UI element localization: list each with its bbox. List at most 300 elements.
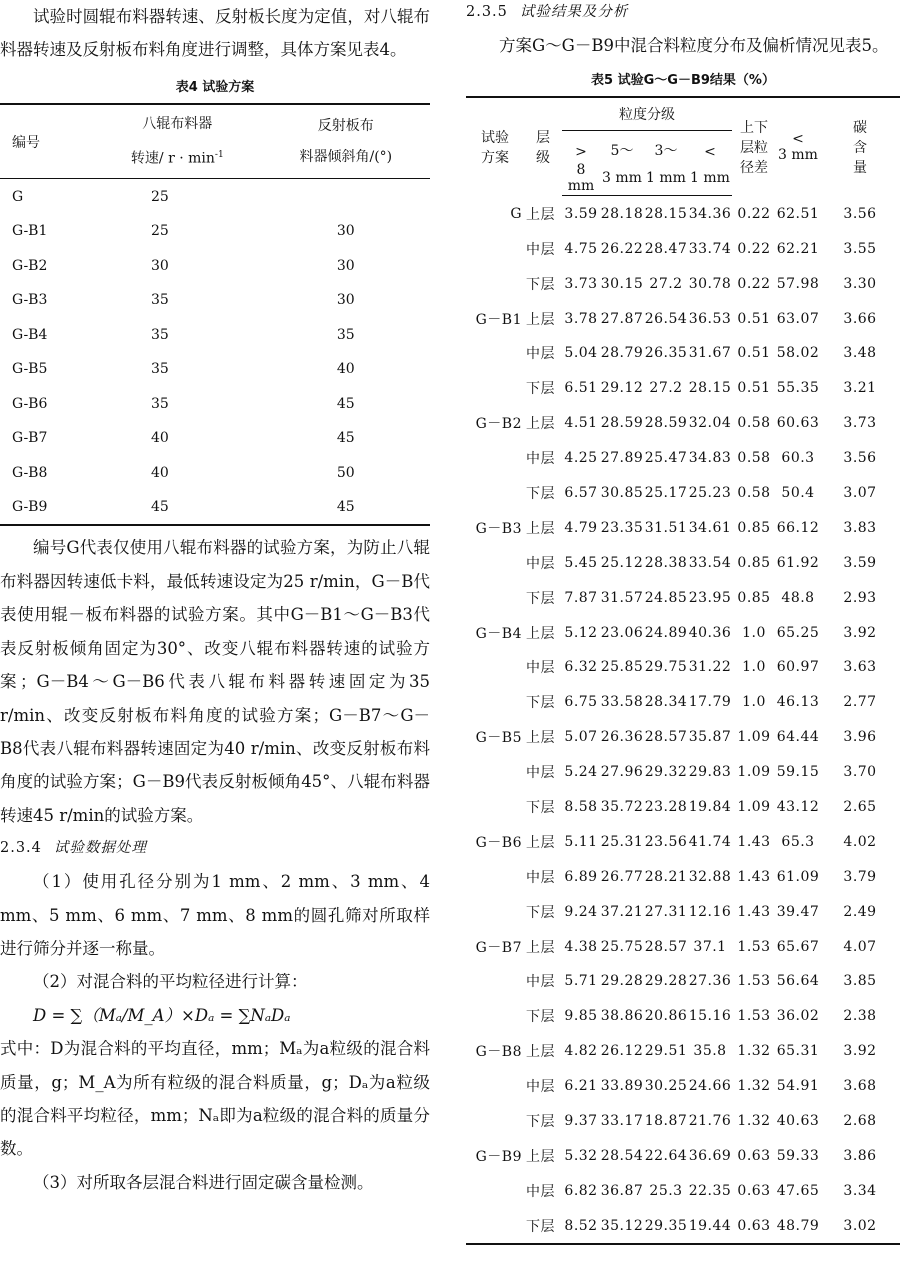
table4-row (0, 421, 430, 456)
table5-cell-layer: 下层 (526, 904, 555, 921)
table5-cell-lt1: 36.53 (688, 310, 732, 327)
table5-cell-layer: 上层 (526, 311, 555, 328)
table5-cell-lt3: 43.12 (776, 798, 820, 815)
table5-cell-layer: 下层 (526, 381, 555, 398)
table5-cell-layer: 中层 (526, 765, 555, 782)
table5-cell-3to1: 25.3 (649, 1182, 683, 1199)
table5-row (466, 1208, 900, 1244)
table5-cell-carbon: 3.07 (843, 484, 877, 501)
table5-cell-lt3: 60.63 (776, 415, 820, 432)
table5-cell-scheme (466, 964, 524, 999)
table4-cell-id: G-B8 (12, 464, 48, 481)
step2-paragraph: （2）对混合料的平均粒径进行计算： (33, 972, 308, 992)
table5-cell-gt8: 6.32 (564, 659, 598, 676)
table5-row (466, 929, 900, 964)
table4-cell-speed: 35 (151, 326, 169, 343)
table5-cell-3to1: 20.86 (644, 1008, 688, 1025)
table5-cell-lt3: 55.35 (776, 380, 820, 397)
table5-cell-3to1: 26.35 (644, 345, 688, 362)
table5-cell-diff: 1.53 (737, 973, 771, 990)
table5-cell-lt3: 65.25 (776, 624, 820, 641)
table5-cell-3to1: 28.38 (644, 554, 688, 571)
table5-cell-scheme (466, 650, 524, 685)
table5-cell-3to1: 28.15 (644, 205, 688, 222)
table5-cell-carbon: 3.85 (843, 973, 877, 990)
section-234-title: 试验数据处理 (53, 840, 147, 857)
table5-cell-lt1: 34.36 (688, 205, 732, 222)
table5 (466, 96, 900, 1245)
table5-cell-5to3: 23.06 (600, 624, 644, 641)
table5-cell-gt8: 5.45 (564, 554, 598, 571)
table5-row (466, 1104, 900, 1139)
table5-cell-5to3: 27.87 (600, 310, 644, 327)
table5-cell-carbon: 3.68 (843, 1078, 877, 1095)
table5-cell-gt8: 8.52 (562, 1208, 600, 1244)
scheme-description: 编号G代表仅使用八辊布料器的试验方案，为防止八辊布料器因转速低卡料，最低转速设定为25 r/min，G－B代表使用辊－板布料器的试验方案。其中G－B1～G－B3代表反射板倾角固定为30°、改变八辊布料器转速的试验方案；G－B4～G－B6代表八辊布料器转速固定为35 r/min、改变反射板布料角度的试验方案；G－B7～G－B8代表八辊布料器转速固定为40 r/min、改变反射板布料角度的试验方案；G－B9代表反射板倾角45°、八辊布料器转速45 r/min的试验方案。 (0, 538, 430, 825)
table5-row (466, 580, 900, 615)
table5-cell-5to3: 26.36 (600, 729, 644, 746)
table5-cell-5to3: 26.77 (600, 868, 644, 885)
table5-cell-3to1: 28.57 (644, 938, 688, 955)
table5-row (466, 441, 900, 476)
table5-cell-3to1: 30.25 (644, 1078, 688, 1095)
table5-cell-3to1: 27.31 (644, 903, 688, 920)
table4-cell-id: G-B2 (12, 257, 48, 274)
table5-cell-carbon: 3.96 (843, 729, 877, 746)
table4-header-id: 编号 (0, 104, 93, 179)
table5-cell-5to3: 27.89 (600, 450, 644, 467)
table5-header-g3-bot: 1 mm (644, 161, 688, 196)
table5-cell-5to3: 38.86 (600, 1008, 644, 1025)
table5-cell-diff: 1.43 (737, 833, 771, 850)
table5-cell-scheme (466, 441, 524, 476)
table5-cell-scheme (466, 476, 524, 511)
table5-cell-carbon: 3.86 (843, 1147, 877, 1164)
table5-cell-lt1: 29.83 (688, 764, 732, 781)
table5-row (466, 1034, 900, 1069)
table5-cell-lt1: 24.66 (688, 1078, 732, 1095)
table5-cell-lt3: 62.51 (776, 205, 820, 222)
table5-cell-diff: 0.85 (737, 554, 771, 571)
table4-cell-angle: 35 (336, 326, 355, 343)
table5-cell-carbon: 3.92 (843, 624, 877, 641)
table5-cell-gt8: 6.82 (564, 1182, 598, 1199)
table5-cell-lt3: 46.13 (776, 694, 820, 711)
table4 (0, 103, 430, 527)
table5-cell-5to3: 29.28 (600, 973, 644, 990)
table5-cell-lt1: 19.44 (688, 1208, 732, 1244)
table5-header-g1-top: > (575, 144, 587, 161)
table5-cell-lt3: 56.64 (776, 973, 820, 990)
table5-cell-scheme (466, 1069, 524, 1104)
table5-cell-gt8: 4.38 (564, 938, 598, 955)
table5-cell-carbon: 3.83 (843, 519, 877, 536)
table5-cell-gt8: 4.75 (564, 240, 598, 257)
table4-header-speed-sup: -1 (214, 149, 224, 160)
table4-cell-id: G-B5 (12, 361, 48, 378)
table5-cell-carbon: 3.56 (843, 205, 877, 222)
table4-row (0, 214, 430, 249)
table4-caption: 表4 试验方案 (175, 79, 255, 95)
table5-cell-layer: 上层 (526, 520, 555, 537)
table4-cell-id: G-B3 (12, 292, 48, 309)
table5-cell-scheme: G－B7 (475, 939, 522, 956)
table5-cell-layer: 下层 (526, 485, 555, 502)
table5-header-g4-top: < (704, 144, 716, 161)
table5-cell-gt8: 4.25 (564, 450, 598, 467)
table5-cell-lt3: 64.44 (776, 729, 820, 746)
table5-cell-3to1: 25.17 (644, 484, 688, 501)
table5-row (466, 894, 900, 929)
table4-cell-speed: 30 (151, 257, 169, 274)
table4-row (0, 179, 430, 214)
table5-cell-gt8: 4.82 (564, 1043, 598, 1060)
table5-cell-5to3: 31.57 (600, 589, 644, 606)
table5-cell-lt3: 61.92 (776, 554, 820, 571)
table5-cell-carbon: 2.77 (843, 694, 877, 711)
table4-cell-id: G-B7 (12, 430, 48, 447)
table5-row (466, 545, 900, 580)
table5-cell-diff: 1.32 (737, 1078, 771, 1095)
table5-cell-carbon: 3.92 (843, 1043, 877, 1060)
table5-row (466, 196, 900, 231)
table5-cell-diff: 0.85 (737, 589, 771, 606)
table5-cell-carbon: 3.30 (843, 275, 877, 292)
table5-cell-gt8: 9.37 (564, 1113, 598, 1129)
table5-cell-scheme: G (510, 205, 522, 222)
table5-cell-lt1: 25.23 (688, 484, 732, 501)
table5-cell-5to3: 26.22 (600, 240, 644, 257)
table5-row (466, 336, 900, 371)
table5-cell-3to1: 29.32 (644, 764, 688, 781)
table5-row (466, 755, 900, 790)
table5-cell-carbon: 3.70 (843, 764, 877, 781)
table5-cell-lt1: 22.35 (688, 1182, 732, 1199)
table4-cell-speed: 35 (151, 292, 169, 309)
table5-row (466, 720, 900, 755)
section-234-number: 2.3.4 (0, 840, 42, 857)
table5-cell-gt8: 5.32 (564, 1147, 598, 1164)
table5-cell-layer: 下层 (526, 276, 555, 293)
table5-cell-5to3: 25.85 (600, 659, 644, 676)
table5-cell-5to3: 27.96 (600, 764, 644, 781)
table5-cell-layer: 上层 (526, 1148, 555, 1165)
table5-cell-5to3: 35.12 (600, 1208, 644, 1244)
table5-cell-lt1: 30.78 (688, 275, 732, 292)
table5-cell-3to1: 28.57 (644, 729, 688, 746)
table5-cell-5to3: 25.31 (600, 833, 644, 850)
table5-row (466, 510, 900, 545)
table5-cell-gt8: 6.89 (564, 868, 598, 885)
table5-cell-3to1: 29.51 (644, 1043, 688, 1060)
table5-cell-5to3: 28.18 (600, 205, 644, 222)
table5-cell-carbon: 4.07 (843, 938, 877, 955)
table5-cell-lt3: 47.65 (776, 1182, 820, 1199)
table5-cell-3to1: 18.87 (644, 1113, 688, 1129)
table5-cell-layer: 中层 (526, 451, 555, 468)
table4-header-angle (262, 104, 430, 179)
table5-cell-layer: 上层 (526, 730, 555, 747)
table5-cell-5to3: 26.12 (600, 1043, 644, 1060)
table5-cell-3to1: 25.47 (644, 450, 688, 467)
table5-cell-scheme (466, 336, 524, 371)
table5-cell-lt3: 59.15 (776, 764, 820, 781)
table5-cell-diff: 0.63 (732, 1208, 776, 1244)
table5-row (466, 650, 900, 685)
step3-paragraph: （3）对所取各层混合料进行固定碳含量检测。 (33, 1172, 374, 1192)
table5-header-carbon: 碳 含 量 (820, 97, 900, 196)
formula: D = ∑（Mₐ/M_A）×Dₐ = ∑NₐDₐ (33, 1005, 291, 1025)
table4-cell-speed: 40 (151, 430, 169, 447)
table5-caption: 表5 试验G～G－B9结果（%） (591, 73, 775, 89)
table5-cell-lt1: 15.16 (688, 1008, 732, 1025)
table5-cell-5to3: 36.87 (600, 1182, 644, 1199)
table4-row (0, 352, 430, 387)
step1-paragraph: （1）使用孔径分别为1 mm、2 mm、3 mm、4 mm、5 mm、6 mm、7 mm、8 mm的圆孔筛对所取样进行筛分并逐一称量。 (0, 872, 430, 958)
table5-cell-5to3: 33.89 (600, 1078, 644, 1095)
table5-cell-gt8: 4.51 (564, 415, 598, 432)
table4-cell-speed: 35 (151, 361, 169, 378)
table5-header-size-group: 粒度分级 (562, 97, 732, 131)
table5-cell-5to3: 28.79 (600, 345, 644, 362)
table5-cell-carbon: 3.34 (843, 1182, 877, 1199)
table5-row (466, 1173, 900, 1208)
table5-cell-layer: 下层 (524, 1208, 562, 1244)
table5-cell-lt1: 21.76 (688, 1113, 732, 1129)
table5-cell-diff: 1.32 (737, 1113, 771, 1129)
table5-cell-5to3: 25.75 (600, 938, 644, 955)
table5-cell-carbon: 3.21 (843, 380, 877, 397)
table5-cell-diff: 0.58 (737, 484, 771, 501)
table5-cell-diff: 0.22 (737, 240, 771, 257)
table5-cell-lt3: 60.97 (776, 659, 820, 676)
table5-cell-scheme (466, 231, 524, 266)
table5-cell-gt8: 9.24 (564, 903, 598, 920)
table4-cell-angle (262, 179, 430, 214)
table5-cell-layer: 下层 (526, 1009, 555, 1026)
table5-cell-layer: 上层 (526, 1044, 555, 1061)
table5-cell-layer: 中层 (526, 1183, 555, 1200)
table5-cell-carbon: 2.93 (843, 589, 877, 606)
table5-cell-lt1: 37.1 (693, 938, 727, 955)
table5-header-g4-bot: 1 mm (688, 161, 732, 196)
table5-cell-3to1: 26.54 (644, 310, 688, 327)
table5-cell-lt3: 65.31 (776, 1043, 820, 1060)
table5-cell-lt3: 65.3 (781, 833, 815, 850)
table4-row (0, 248, 430, 283)
table5-cell-gt8: 6.21 (564, 1078, 598, 1095)
table4-header-angle-line2: 料器倾斜角/(°) (299, 148, 393, 165)
table5-cell-diff: 0.51 (737, 345, 771, 362)
table4-cell-id: G (12, 188, 24, 205)
table4-row (0, 386, 430, 421)
table5-cell-3to1: 23.28 (644, 798, 688, 815)
table5-cell-scheme (466, 266, 524, 301)
table5-cell-gt8: 9.85 (564, 1008, 598, 1025)
table5-row (466, 266, 900, 301)
table5-cell-diff: 0.22 (737, 205, 771, 222)
table5-cell-scheme (466, 1173, 524, 1208)
table5-cell-scheme (466, 790, 524, 825)
table5-cell-diff: 0.85 (737, 519, 771, 536)
table5-row (466, 1138, 900, 1173)
table5-cell-layer: 中层 (526, 974, 555, 991)
table5-header-scheme: 试验 方案 (466, 97, 524, 196)
table5-cell-diff: 1.32 (737, 1043, 771, 1060)
table4-cell-angle: 30 (336, 223, 355, 240)
table4-cell-angle: 40 (336, 361, 355, 378)
table5-cell-layer: 中层 (526, 555, 555, 572)
table5-cell-lt3: 54.91 (776, 1078, 820, 1095)
table5-cell-lt3: 50.4 (781, 484, 815, 501)
table5-cell-diff: 1.09 (737, 764, 771, 781)
table4-cell-angle: 50 (336, 464, 355, 481)
table5-row (466, 685, 900, 720)
table5-cell-gt8: 5.71 (564, 973, 598, 990)
intro-paragraph: 试验时圆辊布料器转速、反射板长度为定值，对八辊布料器转速及反射板布料角度进行调整，具体方案见表4。 (0, 7, 430, 60)
table5-cell-layer: 中层 (526, 241, 555, 258)
table5-cell-lt1: 41.74 (688, 833, 732, 850)
table5-cell-gt8: 3.78 (564, 310, 598, 327)
table5-cell-scheme: G－B8 (475, 1044, 522, 1061)
table4-cell-angle: 30 (336, 292, 355, 309)
table4-row (0, 283, 430, 318)
table5-cell-gt8: 6.57 (564, 484, 598, 501)
table5-cell-layer: 下层 (526, 1114, 555, 1130)
table5-cell-diff: 1.0 (742, 694, 766, 711)
table5-cell-scheme: G－B3 (475, 520, 522, 537)
table5-header-lt3: < 3 mm (776, 97, 820, 196)
table5-cell-carbon: 3.02 (820, 1208, 900, 1244)
table5-cell-diff: 0.51 (737, 310, 771, 327)
table5-cell-gt8: 3.73 (564, 275, 598, 292)
table5-cell-gt8: 5.04 (564, 345, 598, 362)
table5-cell-scheme (466, 545, 524, 580)
table5-cell-diff: 0.58 (737, 415, 771, 432)
right-column (466, 0, 900, 1245)
table5-cell-lt1: 35.8 (693, 1043, 727, 1060)
table4-cell-angle: 30 (336, 257, 355, 274)
table5-row (466, 476, 900, 511)
table4-cell-speed: 40 (151, 464, 169, 481)
table5-cell-3to1: 24.89 (644, 624, 688, 641)
table5-cell-diff: 0.22 (737, 275, 771, 292)
table5-header-layer: 层 级 (524, 97, 562, 196)
table5-cell-carbon: 2.68 (843, 1113, 877, 1129)
table5-row (466, 790, 900, 825)
table4-body (0, 179, 430, 526)
table5-cell-lt1: 40.36 (688, 624, 732, 641)
left-column (0, 0, 430, 1199)
table5-cell-5to3: 33.17 (600, 1113, 644, 1129)
table5-cell-3to1: 27.2 (649, 275, 683, 292)
table5-cell-3to1: 29.35 (644, 1208, 688, 1244)
table5-cell-layer: 下层 (526, 590, 555, 607)
table5-cell-5to3: 33.58 (600, 694, 644, 711)
table5-cell-lt3: 61.09 (776, 868, 820, 885)
table5-cell-carbon: 3.55 (843, 240, 877, 257)
table5-cell-5to3: 35.72 (600, 798, 644, 815)
table5-cell-lt1: 27.36 (688, 973, 732, 990)
table5-cell-gt8: 5.11 (564, 833, 598, 850)
table5-cell-3to1: 31.51 (644, 519, 688, 536)
table5-cell-lt3: 57.98 (776, 275, 820, 292)
table5-row (466, 964, 900, 999)
table5-cell-layer: 上层 (526, 416, 555, 433)
table5-cell-gt8: 3.59 (564, 205, 598, 222)
table5-cell-gt8: 6.51 (564, 380, 598, 397)
table5-cell-carbon: 3.63 (843, 659, 877, 676)
table4-cell-id: G-B4 (12, 326, 48, 343)
table5-row (466, 231, 900, 266)
table5-cell-5to3: 37.21 (600, 903, 644, 920)
table5-cell-lt1: 34.61 (688, 519, 732, 536)
table4-header-speed-line1: 八辊布料器 (142, 115, 213, 132)
table5-cell-lt1: 36.69 (688, 1147, 732, 1164)
table4-header-speed-line2: 转速/ r · min (130, 150, 215, 167)
table5-header-g2-top: 5～ (610, 143, 634, 160)
table5-cell-lt3: 59.33 (776, 1147, 820, 1164)
table4-cell-speed: 25 (151, 223, 169, 240)
table5-cell-lt3: 65.67 (776, 938, 820, 955)
table5-cell-lt1: 33.54 (688, 554, 732, 571)
table5-cell-lt1: 31.67 (688, 345, 732, 362)
table5-cell-carbon: 2.65 (843, 798, 877, 815)
table5-cell-lt1: 28.15 (688, 380, 732, 397)
table5-cell-lt3: 48.79 (776, 1208, 820, 1244)
table5-cell-diff: 1.09 (737, 798, 771, 815)
table5-cell-5to3: 25.12 (600, 554, 644, 571)
table5-row (466, 615, 900, 650)
table5-cell-gt8: 8.58 (564, 798, 598, 815)
table5-cell-3to1: 22.64 (644, 1147, 688, 1164)
table4-cell-id: G-B9 (0, 490, 93, 526)
table5-cell-scheme (466, 755, 524, 790)
table5-cell-5to3: 23.35 (600, 519, 644, 536)
table5-header-g3-top: 3～ (654, 143, 678, 160)
table5-header-g1-bot: 8 mm (562, 161, 600, 196)
table5-row (466, 406, 900, 441)
table4-row (0, 490, 430, 526)
table5-cell-layer: 中层 (526, 660, 555, 677)
table5-cell-5to3: 30.15 (600, 275, 644, 292)
table5-cell-3to1: 27.2 (649, 380, 683, 397)
table5-cell-diff: 1.0 (742, 624, 766, 641)
results-intro: 方案G～G－B9中混合料粒度分布及偏析情况见表5。 (499, 36, 889, 55)
table5-cell-layer: 上层 (526, 939, 555, 956)
table5-row (466, 301, 900, 336)
table5-cell-lt1: 19.84 (688, 798, 732, 815)
table4-cell-angle: 45 (336, 395, 355, 412)
table5-row (466, 824, 900, 859)
table5-cell-diff: 1.43 (737, 868, 771, 885)
table5-cell-5to3: 28.54 (600, 1147, 644, 1164)
table5-cell-lt3: 39.47 (776, 903, 820, 920)
table5-header-g2-bot: 3 mm (600, 161, 644, 196)
section-235-number: 2.3.5 (466, 4, 508, 20)
table5-cell-scheme (466, 371, 524, 406)
table5-cell-carbon: 2.38 (843, 1008, 877, 1025)
table5-cell-5to3: 28.59 (600, 415, 644, 432)
table5-cell-layer: 中层 (526, 1079, 555, 1096)
table5-cell-layer: 下层 (526, 799, 555, 816)
table5-cell-lt3: 40.63 (776, 1113, 820, 1129)
table5-cell-carbon: 3.59 (843, 554, 877, 571)
table5-cell-lt3: 60.3 (781, 450, 815, 467)
table5-row (466, 999, 900, 1034)
table5-cell-carbon: 3.56 (843, 450, 877, 467)
table5-row (466, 859, 900, 894)
